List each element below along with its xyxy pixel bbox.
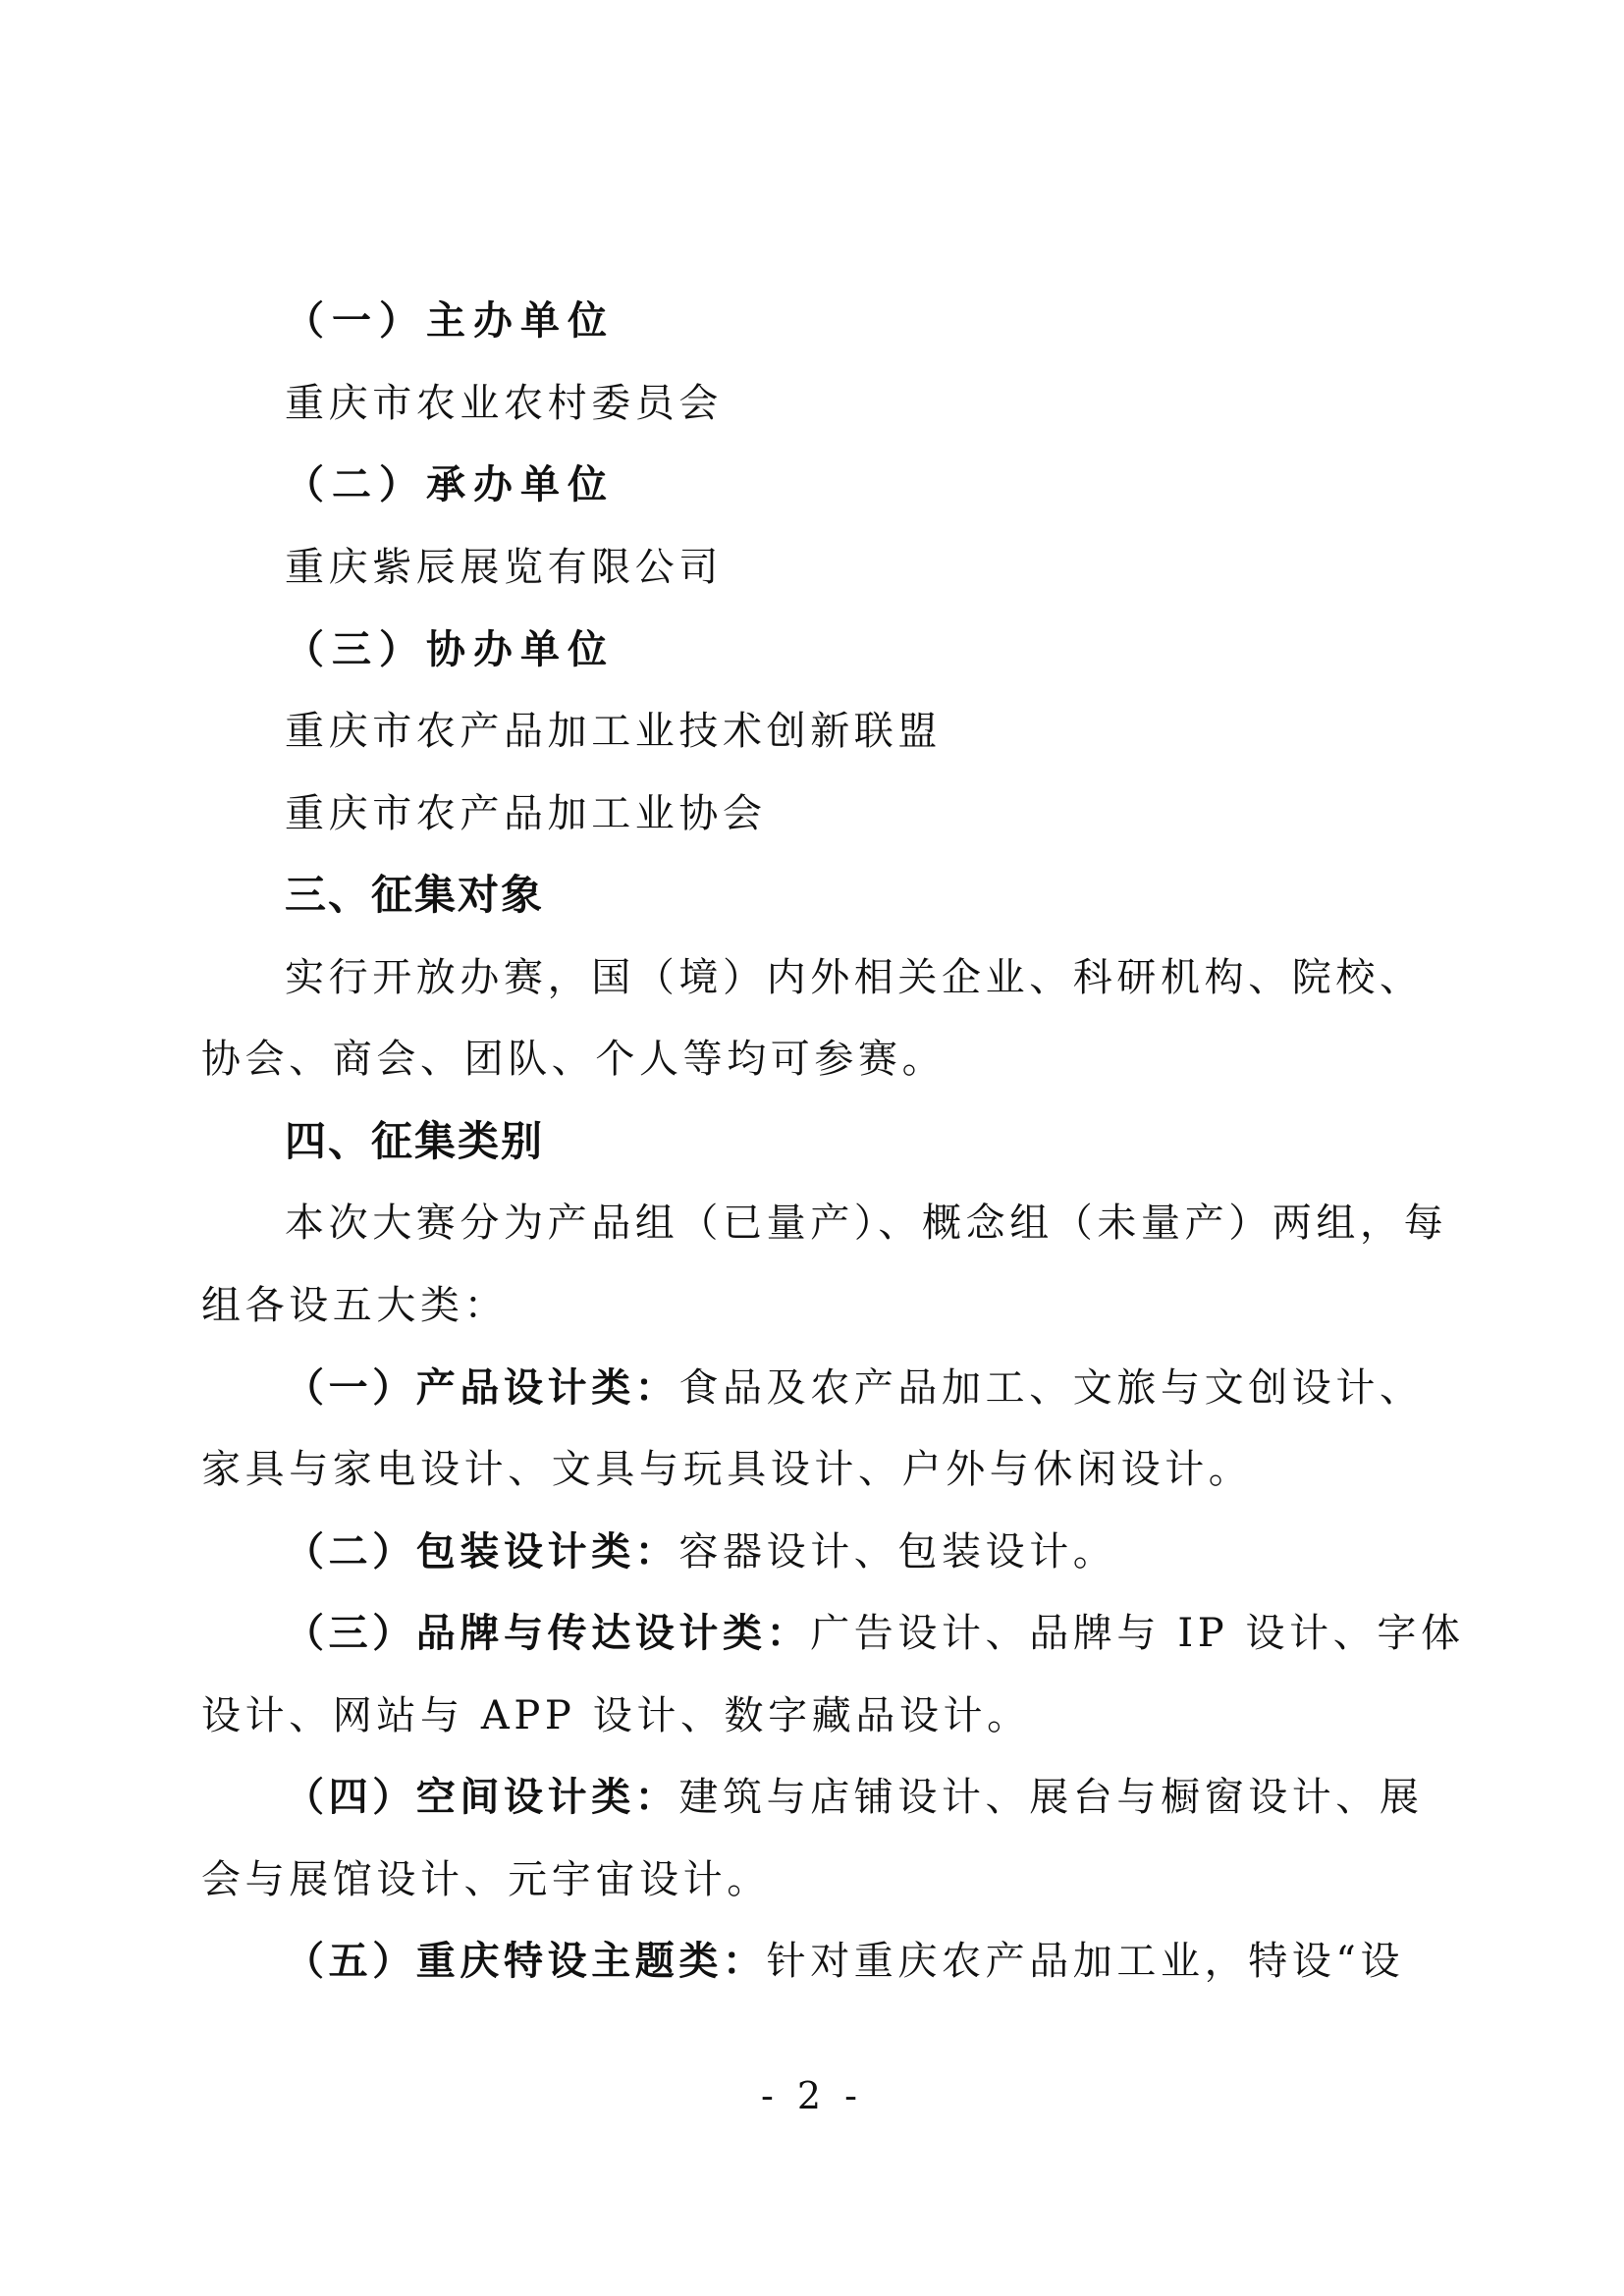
category-3-title: （三）品牌与传达设计类：	[285, 1610, 811, 1656]
category-2-text: 容器设计、包装设计。	[678, 1529, 1117, 1575]
category-4-line-2: 会与展馆设计、元宇宙设计。	[201, 1857, 771, 1902]
category-2-line-1	[285, 1527, 1512, 1576]
page-number: - 2 -	[760, 2074, 863, 2117]
host-heading: （一）主办单位	[285, 297, 615, 344]
category-5-title: （五）重庆特设主题类：	[285, 1938, 767, 1984]
co-organizer-1: 重庆市农产品加工业技术创新联盟	[285, 709, 942, 754]
section-3-para-line-2: 协会、商会、团队、个人等均可参赛。	[201, 1037, 947, 1082]
category-1-text: 食品及农产品加工、文旅与文创设计、	[678, 1365, 1424, 1411]
host-name: 重庆市农业农村委员会	[285, 381, 723, 426]
co-organizer-2: 重庆市农产品加工业协会	[285, 791, 767, 836]
section-4-intro-line-1: 本次大赛分为产品组（已量产）、概念组（未量产）两组，每	[285, 1201, 1448, 1246]
category-1-line-2: 家具与家电设计、文具与玩具设计、户外与休闲设计。	[201, 1447, 1253, 1492]
category-3-line-2: 设计、网站与 APP 设计、数字藏品设计。	[201, 1693, 1031, 1738]
category-4-line-1	[285, 1773, 1512, 1822]
category-1-title: （一）产品设计类：	[285, 1364, 679, 1411]
section-3-heading: 三、征集对象	[285, 871, 545, 919]
category-3-line-1	[285, 1609, 1512, 1658]
section-4-heading: 四、征集类别	[285, 1117, 545, 1165]
category-4-text: 建筑与店铺设计、展台与橱窗设计、展	[678, 1775, 1424, 1820]
undertaker-heading: （二）承办单位	[285, 461, 615, 507]
category-4-title: （四）空间设计类：	[285, 1774, 679, 1820]
category-1-line-1	[285, 1363, 1512, 1413]
category-5-text: 针对重庆农产品加工业，特设“设	[766, 1939, 1405, 1984]
co-organizer-heading: （三）协办单位	[285, 626, 615, 672]
category-2-title: （二）包装设计类：	[285, 1528, 679, 1575]
category-5-line-1	[285, 1937, 1512, 1986]
category-3-text: 广告设计、品牌与 IP 设计、字体	[810, 1611, 1465, 1656]
undertaker-name: 重庆紫辰展览有限公司	[285, 545, 723, 590]
section-4-intro-line-2: 组各设五大类：	[201, 1283, 509, 1328]
section-3-para-line-1: 实行开放办赛，国（境）内外相关企业、科研机构、院校、	[285, 955, 1424, 1000]
